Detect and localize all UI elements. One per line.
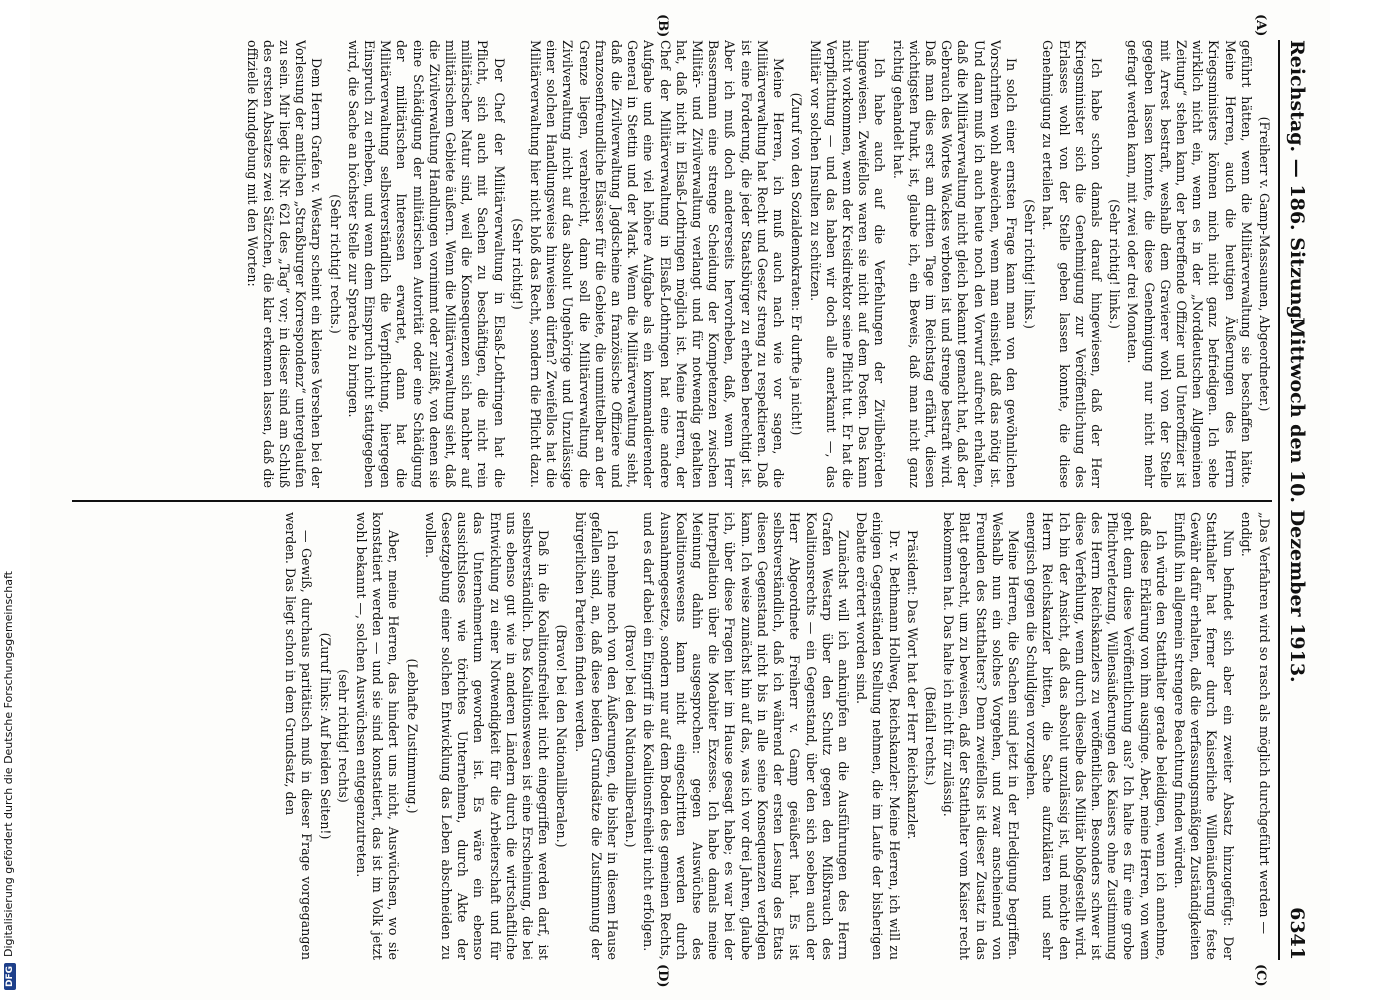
marker-a: (A) xyxy=(1253,14,1268,37)
footer-credit xyxy=(2,571,16,990)
right-column-paragraph: Zunächst will ich anknüpfen an die Ausführungen des Herrn Grafen Westarp über den Schutz gegen den Mißbrauch des Koalitionsrechts — ein Gegenstand, über den sich soeben auch der Herr Abgeordnete Freiherr v. Gamp geäußert hat. Es ist selbstverständlich, daß ich während der ersten Lesung des Etats diesen Gegenstand nicht bis in alle seine Konsequenzen verfolgen kann. Ich weise zunächst hin auf das, was ich vor drei Jahren, glaube ich, über diese Fragen hier im Hause gesagt habe; es war bei der Interpellation über die Moabiter Exzesse. Ich habe damals meine Meinung dahin ausgesprochen: gegen Auswüchse des Koalitionswesens kann nicht eingeschritten werden durch Ausnahmegesetze, sondern nur auf dem Boden des gemeinen Rechts, und es darf dabei ein Eingriff in die Koalitionsfreiheit nicht erfolgen. xyxy=(641,512,851,960)
header-date: Mittwoch den 10. Dezember 1913. xyxy=(1286,317,1308,683)
right-column-paragraph: Dr. v. Bethmann Hollweg, Reichskanzler: Meine Herren, ich will zu einigen Gegenständen Stellung nehmen, die im Laufe der bisherigen Debatte erörtert worden sind. xyxy=(854,512,902,960)
left-column-paragraph: Meine Herren, ich muß auch nach wie vor sagen, die Militärverwaltung hat Recht und Gesetz streng zu respektieren. Daß ist eine Forderung, die jeder Staatsbürger zu erheben berechtigt ist. Aber ich muß doch andererseits hervorheben, daß, wenn Herr Bassermann eine strenge Scheidung der Kompetenzen zwischen Militär- und Zivilverwaltung verlangt und für notwendig gehalten hat, daß nicht in Elsaß-Lothringen möglich ist. Meine Herren, der Chef der Militärverwaltung in Elsaß-Lothringen hat eine andere Aufgabe und eine viel höhere Aufgabe als ein kommandierender General in Stettin und der Mark. Wenn die Militärverwaltung sieht, daß die Zivilverwaltung Jagdscheine an französische Offiziere und franzosenfreundliche Elsässer für die Gebiete, die unmittelbar an der Grenze liegen, verabreicht, dann soll die Militärverwaltung die Zivilverwaltung nicht auf das absolut Ungehörige und Unzulässige einer solchen Handlungsweise hinweisen dürfen? Zweifellos hat die Militärverwaltung hier nicht bloß das Recht, sondern die Pflicht dazu. xyxy=(528,40,787,488)
right-column-paragraph: endigt. xyxy=(1238,512,1254,557)
right-column-paragraph: Meine Herren, die Sachen sind jetzt in der Erledigung begriffen. Weshalb nun ein solches Vorgehen, und zwar anscheinend von Freunden des Statthalters? Denn zweifellos ist dieser Zusatz in das Blatt gebracht, um zu beweisen, daß der Statthalter vom Kaiser recht bekommen hat. Das halte ich nicht für zulässig. xyxy=(941,512,1021,960)
right-column-paragraph: Präsident: Das Wort hat der Herr Reichskanzler. xyxy=(904,530,920,840)
rotated-page xyxy=(30,0,1330,1000)
left-column-paragraph: Ich habe auch auf die Verfehlungen der Zivilbehörden hingewiesen. Zweifellos waren sie nicht auf dem Posten. Das kann nicht vorkommen, wenn der Kreisdirektor seine Pflicht tut. Er hat die Verpflichtung — und das haben wir doch alle anerkannt —, das Militär vor solchen Insulten zu schützen. xyxy=(807,40,888,488)
right-column-paragraph: Ich würde den Statthalter gerade beleidigen, wenn ich annehme, daß diese Erklärung von ihm ausginge. Aber, meine Herren, von wem geht denn diese Veröffentlichung aus? Ich halte es für eine grobe Pflichtverletzung, Willensäußerungen des Kaisers ohne Zustimmung des Herrn Reichskanzlers zu veröffentlichen. Besonders schwer ist diese Verfehlung, wenn durch dieselbe das Militär bloßgestellt wird. Ich bin der Ansicht, daß das absolut unzulässig ist, und möchte den Herrn Reichskanzler bitten, die Sache aufzuklären und sehr energisch gegen die Schuldigen vorzugehen. xyxy=(1024,512,1169,960)
page-number: 6341 xyxy=(1286,907,1308,960)
right-column-paragraph: (Zuruf links: Auf beiden Seiten!) xyxy=(317,632,333,840)
left-column-paragraph: (Sehr richtig!) xyxy=(509,218,525,310)
right-column-paragraph: (Bravo! bei den Nationalliberalen.) xyxy=(623,624,639,848)
footer-strip xyxy=(0,0,22,1000)
right-column-paragraph: (Beifall rechts.) xyxy=(922,686,938,786)
right-column xyxy=(72,512,1272,960)
right-column-paragraph: Nun befindet sich aber ein zweiter Absatz hinzugefügt: Der Statthalter hat ferner durch Kaiserliche Willenäußerung feste Gewähr dafür erhalten, daß die verfassungsmäßigen Zuständigkeiten Einfluß hin allgemein strengere Beachtung finden würden. xyxy=(1171,512,1236,960)
left-column-paragraph: In solch einer ernsten Frage kann man von den gewöhnlichen Vorschriften wohl abweichen, wenn man einsieht, daß das nötig ist. Und dann muß ich auch heute noch den Vorwurf aufrecht erhalten, daß die Militärverwaltung nicht gleich bekannt gemacht hat, daß der Gebrauch des Wortes Wackes verboten ist und strenge bestraft wird. Daß man dies erst am dritten Tage im Reichstag erfährt, diesen wichtigsten Punkt, ist, glaube ich, ein Beweis, daß man nicht ganz richtig gehandelt hat. xyxy=(890,40,1019,488)
left-column-paragraph: (Zuruf von den Sozialdemokraten: Er durfte ja nicht!) xyxy=(789,92,805,436)
left-column-paragraph: Dem Herrn Grafen v. Westarp scheint ein kleines Versehen bei der Vorlesung der amtlichen „Straßburger Korrespondenz“ untergelaufen zu sein. Mir liegt die Nr. 621 des „Tag“ vor; in dieser sind am Schluß des ersten Absatzes zwei Sätzchen, die klar erkennen lassen, daß die offizielle Kundgebung mit den Worten: xyxy=(244,40,325,488)
column-divider xyxy=(72,500,1272,502)
marker-d: (D) xyxy=(655,964,670,988)
right-column-paragraph: (sehr richtig! rechts) xyxy=(335,669,351,803)
right-column-paragraph: — Gewiß, durchaus paritätisch muß in dieser Frage vorgegangen werden. Das liegt schon in dem Grundsatz, den xyxy=(283,512,315,960)
left-column-paragraph: (Sehr richtig! links.) xyxy=(1107,199,1123,329)
left-column-paragraph: (Freiherr v. Gamp-Massaunen, Abgeordneter.) xyxy=(1257,116,1272,412)
footer-credit-text: Digitalisierung gefördert durch die Deutsche Forschungsgemeinschaft xyxy=(2,571,15,957)
header-left: Reichstag. — 186. Sitzung. xyxy=(1286,40,1308,326)
left-column-paragraph: Ich habe schon damals darauf hingewiesen, daß der Herr Kriegsminister sich die Genehmigung zur Veröffentlichung des Erlasses wohl von der Stelle geben lassen konnte, die diese Genehmigung zu erteilen hat. xyxy=(1040,40,1104,488)
marker-b: (B) xyxy=(655,14,670,38)
right-column-paragraph: Aber, meine Herren, das hindert uns nicht, Auswüchsen, wo sie konstatiert werden — und sie sind konstatiert, das ist im Volk jetzt wohl bekannt —, solchen Auswüchsen entgegenzutreten. xyxy=(354,512,402,960)
right-column-paragraph: (Bravo! bei den Nationalliberalen.) xyxy=(554,624,570,848)
left-column-paragraph: geführt hätten, wenn die Militärverwaltung sie beschaffen hätte. Meine Herren, auch die heutigen Äußerungen des Herrn Kriegsministers können mich nicht ganz befriedigen. Ich sehe wirklich nicht ein, wenn es in der „Norddeutschen Allgemeinen Zeitung“ stehen kann, der betreffende Offizier und Unteroffizier ist mit Arrest bestraft, weshalb dem Gravierer wohl von der Stelle gegeben lassen konnte, die diese Genehmigung nur nicht mehr gefragt werden kann, mit zwei oder drei Monaten. xyxy=(1125,40,1254,488)
dfg-logo: DFG xyxy=(4,963,16,990)
left-column xyxy=(72,40,1272,488)
left-column-paragraph: (Sehr richtig! rechts.) xyxy=(327,194,343,334)
left-column-paragraph: Der Chef der Militärverwaltung in Elsaß-Lothringen hat die Pflicht, sich auch mit Sachen zu beschäftigen, die nicht rein militärischer Natur sind, weil die Konsequenzen sich nachher auf militärischem Gebiete äußern. Wenn die Militärverwaltung sieht, daß die Zivilverwaltung Handlungen vornimmt oder zuläßt, von denen sie eine Schädigung der militärischen Autorität oder eine Schädigung der militärischen Interessen erwartet, dann hat die Militärverwaltung selbstverständlich die Verpflichtung, hiergegen Einspruch zu erheben, und wenn dem Einspruch nicht stattgegeben wird, die Sache an höchster Stelle zur Sprache zu bringen. xyxy=(345,40,507,488)
left-column-paragraph: (Sehr richtig! links.) xyxy=(1022,199,1038,329)
right-column-paragraph: (Lebhafte Zustimmung.) xyxy=(404,658,420,814)
right-column-paragraph: Ich nehme noch von den Äußerungen, die bisher in diesem Hause gefallen sind, an, daß diese beiden Grundsätze die Zustimmung der bürgerlichen Parteien finden werden. xyxy=(572,512,621,960)
right-column-paragraph: „Das Verfahren wird so rasch als möglich durchgeführt werden — xyxy=(1257,512,1272,935)
marker-c: (C) xyxy=(1253,964,1268,987)
page-header xyxy=(1278,40,1310,960)
right-column-paragraph: Daß in die Koalitionsfreiheit nicht eingegriffen werden darf, ist selbstverständlich. Das Koalitionswesen ist eine Erscheinung, die bei uns ebenso gut wie in anderen Ländern durch die wirtschaftliche Entwicklung zu einer Notwendigkeit für die Arbeiterschaft und für das Unternehmertum geworden ist. Es wäre ein ebenso aussichtsloses wie törichtes Unternehmen, durch Akte der Gesetzgebung einer solchen Entwicklung das Leben abschneiden zu wollen. xyxy=(422,512,552,960)
